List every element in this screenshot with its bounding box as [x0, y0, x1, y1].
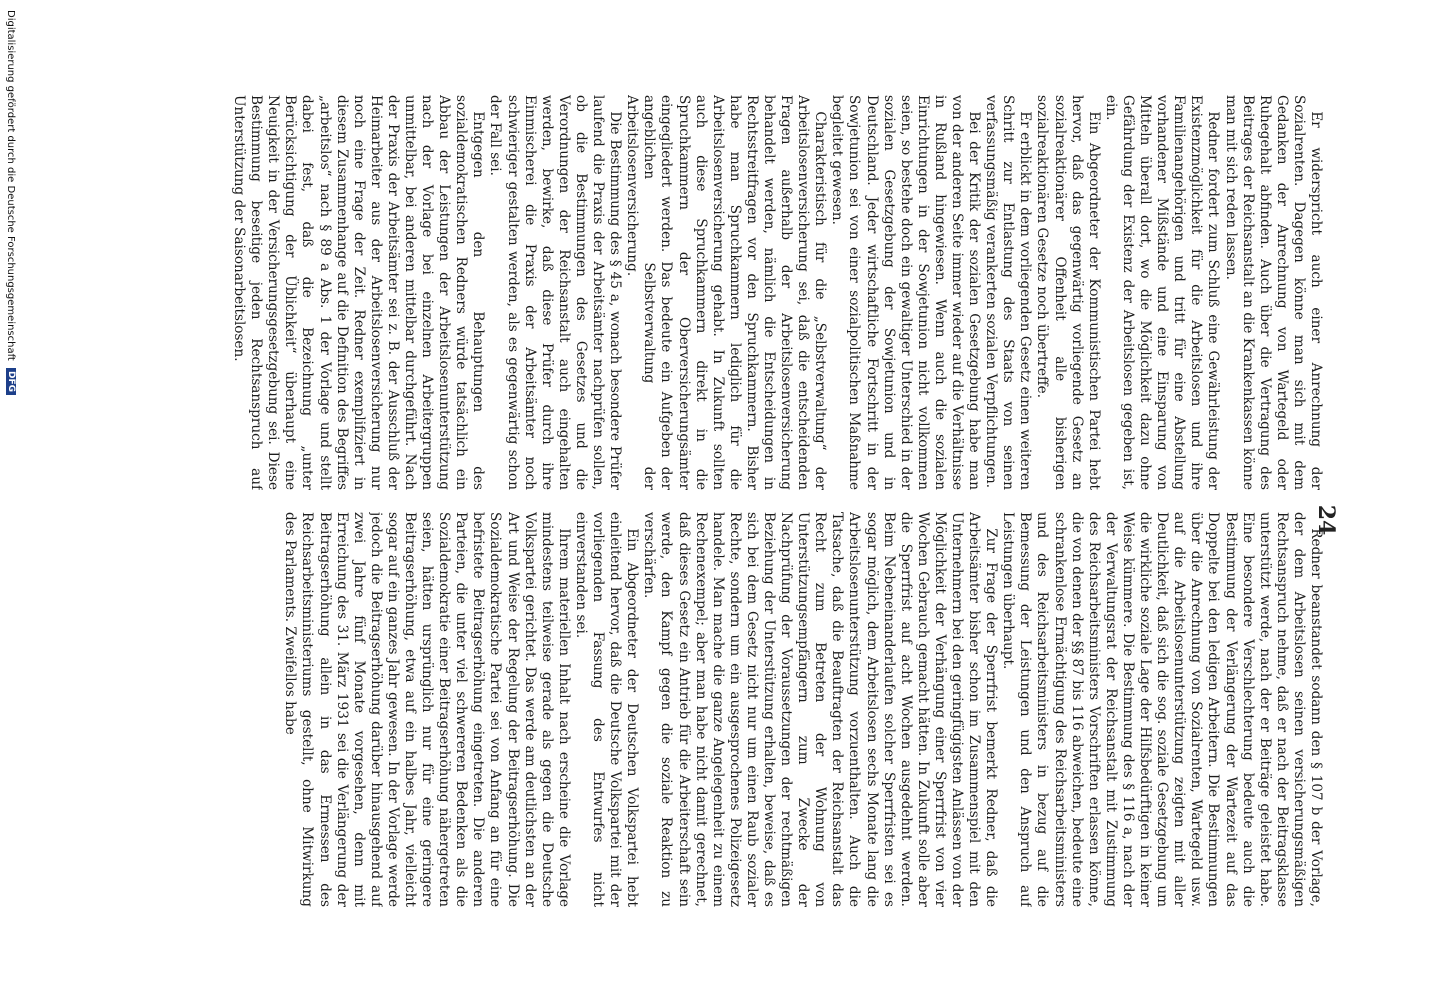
dfg-logo: DFG	[6, 368, 16, 395]
paragraph: Er erblickt in dem vorliegenden Gesetz einen weiteren Schritt zur Entlastung des Staats von seinen verfassungsmäßig verankerten sozialen Verpflichtungen.	[983, 95, 1034, 490]
paragraph: Ein Abgeordneter der Deutschen Volkspartei hebt einleitend hervor, daß die Deutsche Volkspartei mit der vorliegenden Fassung des Entwurfes nicht einverstanden sei.	[572, 512, 641, 907]
text-column-left	[144, 95, 1324, 490]
paragraph: Redner beanstandet sodann den § 107 b der Vorlage, der dem Arbeitslosen seinen versicherungsmäßigen Rechtsanspruch nehme, daß er nach der Beitragsklasse unterstützt werde, nach der er Beiträge geleistet habe. Eine besondere Verschlechterung bedeute auch die Bestimmung der Verlängerung der Wartezeit auf das Doppelte bei den ledigen Arbeitern. Die Bestimmungen über die Anrechnung von Sozialrenten, Wartegeld usw. auf die Arbeitslosenunterstützung zeigten mit aller Deutlichkeit, daß sich die sog. soziale Gesetzgebung um die wirkliche soziale Lage der Hilfsbedürftigen in keiner Weise kümmere. Die Bestimmung des § 116 a, nach der der Verwaltungsrat der Reichsanstalt mit Zustimmung des Reichsarbeitsministers Vorschriften erlassen könne, die von denen der §§ 87 bis 116 abweichen, bedeute eine schrankenlose Ermächtigung des Reichsarbeitsministers und des Reichsarbeitsministers in bezug auf die Bemessung der Leistungen und den Anspruch auf Leistungen überhaupt.	[1000, 512, 1324, 907]
paragraph: Redner fordert zum Schluß eine Gewährleistung der Existenzmöglichkeit für die Arbeitslosen und ihre Familienangehörigen und tritt für eine Abstellung vorhandener Mißstände und eine Einsparung von Mitteln überall dort, wo die Möglichkeit dazu ohne Gefährdung der Existenz der Arbeitslosen gegeben ist, ein.	[1102, 95, 1222, 490]
paragraph: Er widerspricht auch einer Anrechnung der Sozialrenten. Dagegen könne man sich mit dem Gedanken der Anrechnung von Wartegeld oder Ruhegehalt abfinden. Auch über die Vertragung des Beitrages der Reichsanstalt an die Krankenkassen könne man mit sich reden lassen.	[1222, 95, 1324, 490]
paragraph: Die Bestimmung des § 45 a, wonach besondere Prüfer laufend die Praxis der Arbeitsämter nachprüfen sollen, ob die Bestimmungen des Gesetzes und die Verordnungen der Reichsanstalt auch eingehalten werden, bewirke, daß diese Prüfer durch ihre Einmischerei die Praxis der Arbeitsämter noch schwieriger gestalten werden, als es gegenwärtig schon der Fall sei.	[487, 95, 624, 490]
text-column-right	[144, 512, 1324, 907]
paragraph: Entgegen den Behauptungen des sozialdemokratischen Redners würde tatsächlich ein Abbau der Leistungen der Arbeitslosenunterstützung nach der Vorlage bei einzelnen Arbeitergruppen unmittelbar, bei anderen mittelbar durchgeführt. Nach der Praxis der Arbeitsämter sei z. B. der Ausschluß der Heimarbeiter aus der Arbeitslosenversicherung nur noch eine Frage der Zeit. Redner exemplifiziert in diesem Zusammenhange auf die Definition des Begriffes „arbeitslos“ nach § 89 a Abs. 1 der Vorlage und stellt dabei fest, daß die Bezeichnung „unter Berücksichtigung der Üblichkeit“ überhaupt eine Neuigkeit in der Versicherungsgesetzgebung sei. Diese Bestimmung beseitige jeden Rechtsanspruch auf Unterstützung der Saisonarbeitslosen.	[231, 95, 487, 490]
digitization-footer	[2, 10, 16, 990]
paragraph: Zur Frage der Sperrfrist bemerkt Redner, daß die Arbeitsämter bisher schon im Zusammenspiel mit den Unternehmern bei den geringfügigsten Anlässen von der Möglichkeit der Verhängung einer Sperrfrist von vier Wochen Gebrauch gemacht hätten. In Zukunft solle aber die Sperrfrist auf acht Wochen ausgedehnt werden. Beim Nebeneinanderlaufen solcher Sperrfristen sei es sogar möglich, dem Arbeitslosen sechs Monate lang die Arbeitslosenunterstützung vorzuenthalten. Auch die Tatsache, daß die Beauftragten der Reichsanstalt das Recht zum Betreten der Wohnung von Unterstützungsempfängern zum Zwecke der Nachprüfung der Voraussetzungen der rechtmäßigen Beziehung der Unterstützung erhalten, beweise, daß es sich bei dem Gesetz nicht nur um einen Raub sozialer Rechte, sondern um ein ausgesprochenes Polizeigesetz handele. Man mache die ganze Angelegenheit zu einem Rechenexempel; aber man habe nicht damit gerechnet, daß dieses Gesetz ein Antrieb für die Arbeiterschaft sein werde, den Kampf gegen die soziale Reaktion zu verschärfen.	[641, 512, 1000, 907]
paragraph: Bei der Kritik der sozialen Gesetzgebung habe man von der anderen Seite immer wieder auf die Verhältnisse in Rußland hingewiesen. Wenn auch die sozialen Einrichtungen in der Sowjetunion nicht vollkommen seien, so bestehe doch ein gewaltiger Unterschied in der sozialen Gesetzgebung der Sowjetunion und in Deutschland. Jeder wirtschaftliche Fortschritt in der Sowjetunion sei von einer sozialpolitischen Maßnahme begleitet gewesen.	[829, 95, 983, 490]
footer-text: Digitalisierung gefördert durch die Deutsche Forschungsgemeinschaft	[5, 10, 16, 361]
paragraph: Charakteristisch für die „Selbstverwaltung“ der Arbeitslosenversicherung sei, daß die entscheidenden Fragen außerhalb der Arbeitslosenversicherung behandelt werden, nämlich die Entscheidungen in Rechtsstreitfragen vor den Spruchkammern. Bisher habe man Spruchkammern lediglich für die Arbeitslosenversicherung gehabt. In Zukunft sollten auch diese Spruchkammern direkt in die Spruchkammern der Oberversicherungsämter eingegliedert werden. Das bedeute ein Aufgeben der angeblichen Selbstverwaltung der Arbeitslosenversicherung.	[624, 95, 829, 490]
page-number: 24	[1313, 504, 1339, 536]
paragraph: Ein Abgeordneter der Kommunistischen Partei hebt hervor, daß das gegenwärtig vorliegende Gesetz an sozialreaktionärer Offenheit alle bisherigen sozialreaktionären Gesetze noch übertreffe.	[1034, 95, 1102, 490]
paragraph: Ihrem materiellen Inhalt nach erscheine die Vorlage mindestens teilweise gerade als gegen die Deutsche Volkspartei gerichtet. Das werde am deutlichsten an der Art und Weise der Regelung der Beitragserhöhung. Die Sozialdemokratische Partei sei von Anfang an für eine befristete Beitragserhöhung eingetreten. Die anderen Parteien, die unter viel schwereren Bedenken als die Sozialdemokratie einer Beitragserhöhung nähergetreten seien, hätten ursprünglich nur für eine geringere Beitragserhöhung, etwa auf ein halbes Jahr, vielleicht sogar auf ein ganzes Jahr gewesen. In der Vorlage werde jedoch die Beitragserhöhung darüber hinausgehend auf zwei Jahre fünf Monate vorgesehen, denn mit Erreichung des 31. März 1931 sei die Verlängerung der Beitragserhöhung allein in das Ermessen des Reichsarbeitsministeriums gestellt, ohne Mitwirkung des Parlaments. Zweifellos habe	[282, 512, 572, 907]
